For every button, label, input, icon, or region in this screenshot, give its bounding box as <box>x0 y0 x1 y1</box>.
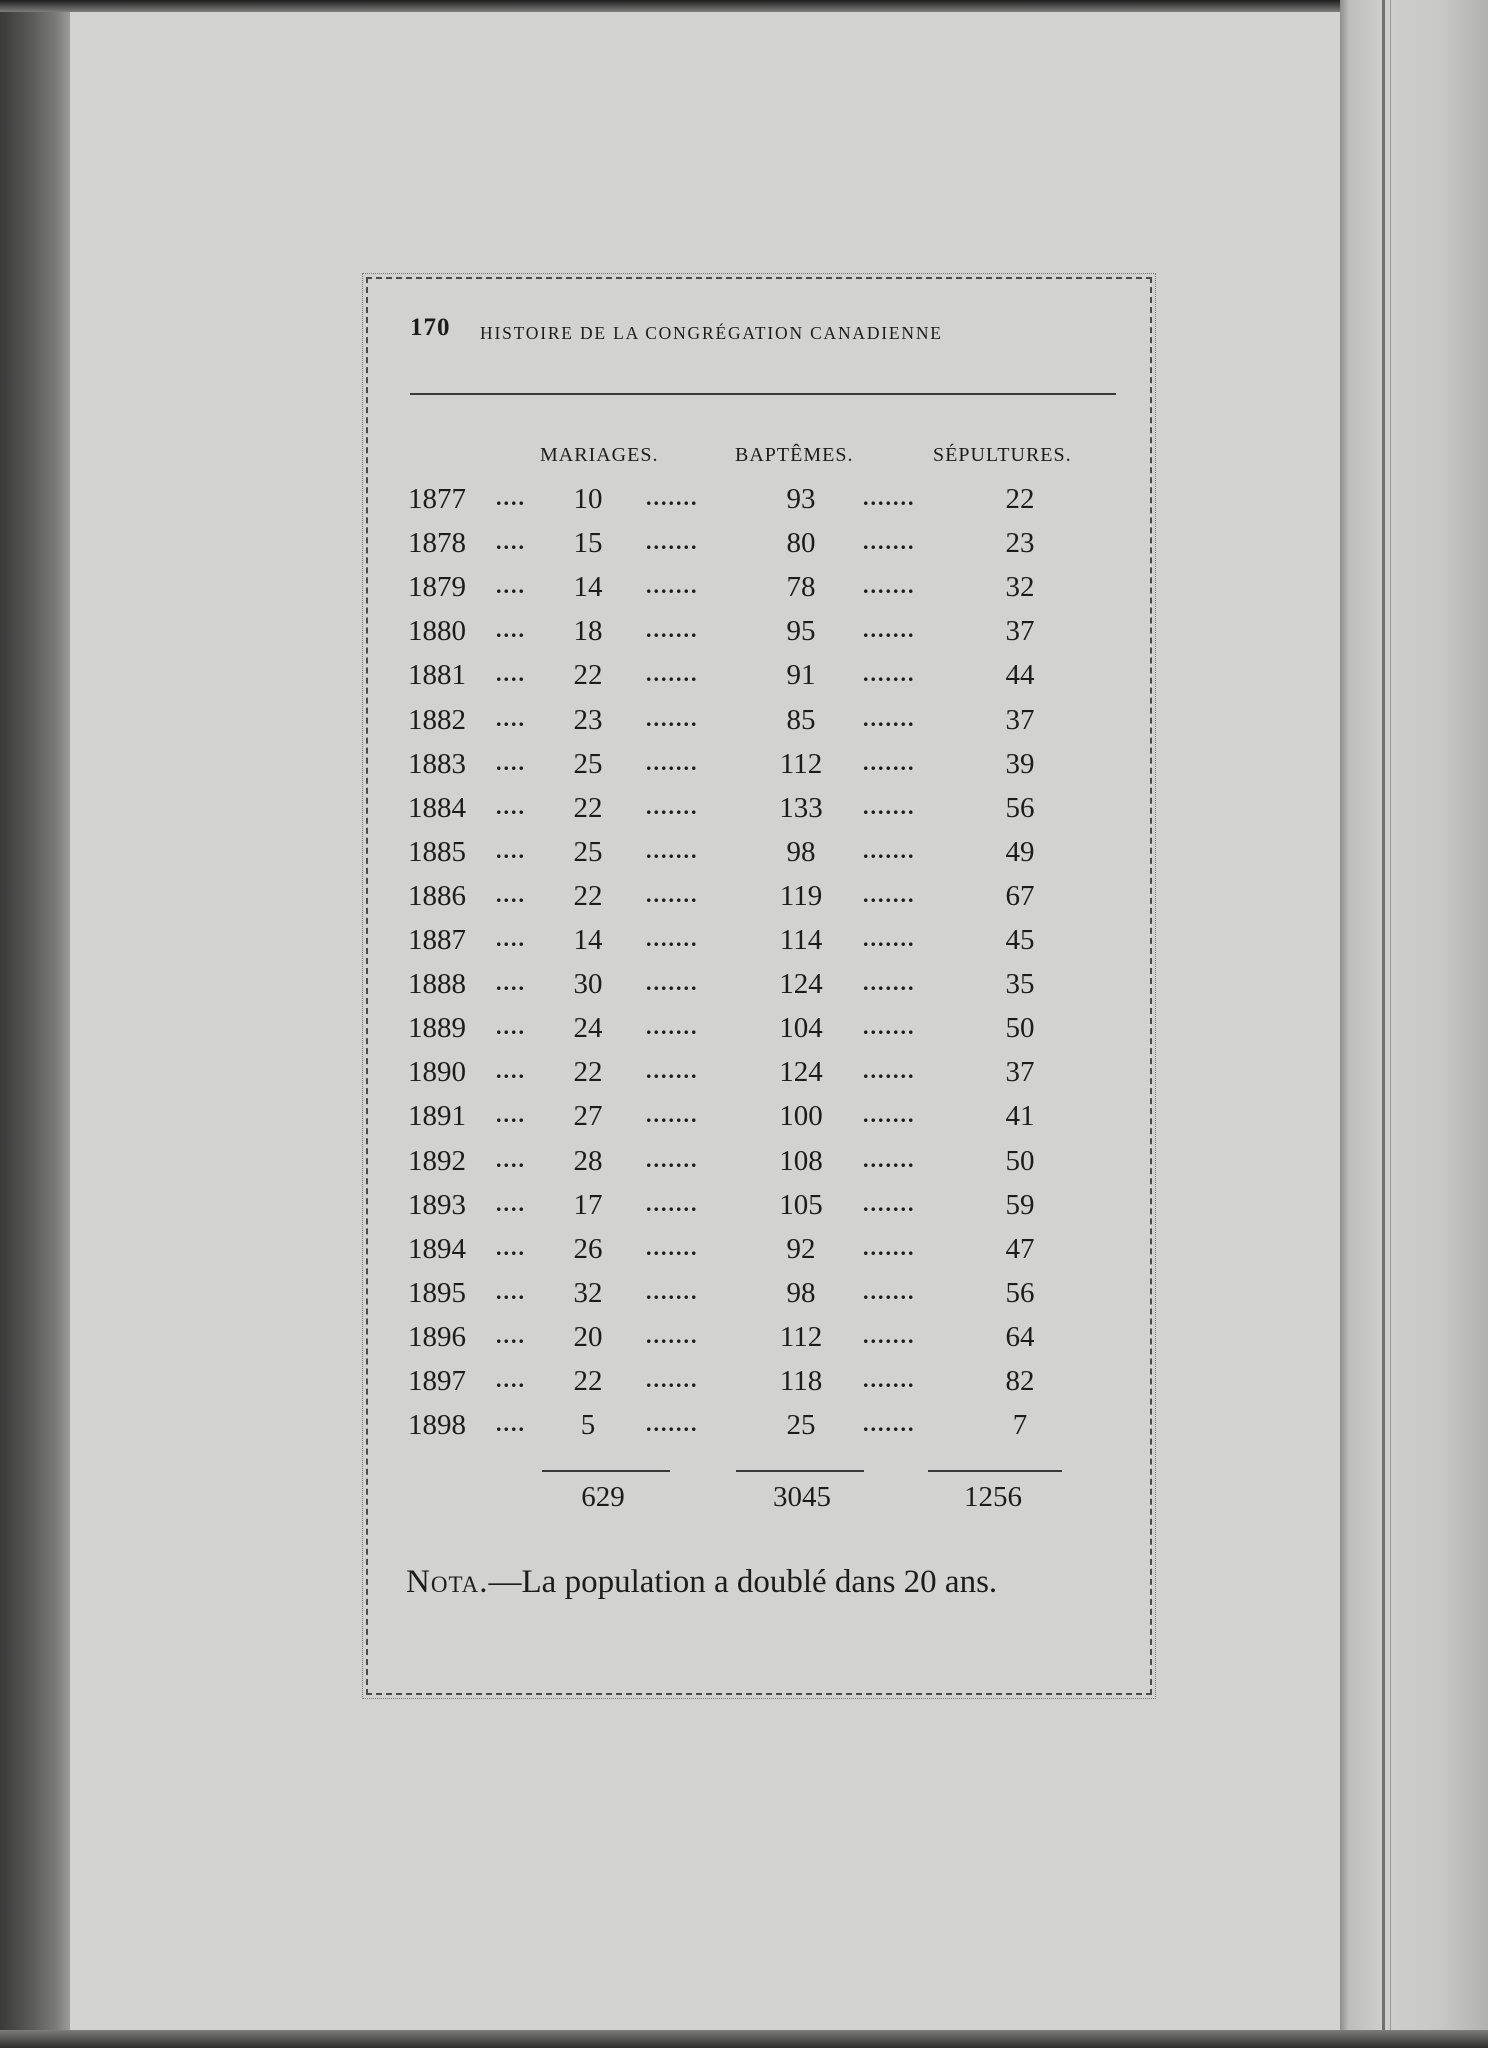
table-row <box>408 1365 1048 1405</box>
year-cell: 1879 <box>408 571 466 604</box>
baptemes-cell: 92 <box>786 1232 816 1265</box>
dot-leader: ....... <box>646 837 699 863</box>
sepultures-cell: 37 <box>1005 1056 1035 1089</box>
mariages-cell: 5 <box>580 1409 596 1442</box>
year-cell: 1893 <box>408 1188 466 1221</box>
dot-leader: ....... <box>863 617 916 643</box>
mariages-cell: 22 <box>573 791 603 824</box>
dot-leader: ....... <box>863 1058 916 1084</box>
dot-leader: .... <box>496 661 526 687</box>
baptemes-cell: 112 <box>779 747 823 780</box>
dot-leader: ....... <box>863 881 916 907</box>
table-row <box>408 615 1048 655</box>
dot-leader: ....... <box>863 970 916 996</box>
dot-leader: .... <box>496 1146 526 1172</box>
baptemes-cell: 98 <box>786 835 816 868</box>
table-row <box>408 880 1048 920</box>
table-row <box>408 1277 1048 1317</box>
dot-leader: .... <box>496 793 526 819</box>
dot-leader: .... <box>496 1058 526 1084</box>
running-title: HISTOIRE DE LA CONGRÉGATION CANADIENNE <box>480 323 943 343</box>
baptemes-cell: 85 <box>786 703 816 736</box>
table-row <box>408 836 1048 876</box>
dot-leader: ....... <box>863 1146 916 1172</box>
total-rule-sepultures <box>928 1470 1062 1472</box>
column-header-mariages: MARIAGES. <box>540 444 659 466</box>
table-row <box>408 527 1048 567</box>
year-cell: 1881 <box>408 659 466 692</box>
facing-page-edge <box>1340 0 1488 2048</box>
scan-bottom-edge <box>0 2030 1488 2048</box>
mariages-cell: 32 <box>573 1276 603 1309</box>
dot-leader: ....... <box>646 573 699 599</box>
mariages-cell: 14 <box>573 924 603 956</box>
year-cell: 1890 <box>408 1056 466 1089</box>
dot-leader: .... <box>496 749 526 775</box>
mariages-cell: 15 <box>573 527 603 560</box>
sepultures-cell: 59 <box>1005 1188 1035 1221</box>
year-cell: 1884 <box>408 791 466 824</box>
page-number: 170 <box>410 314 451 341</box>
baptemes-cell: 112 <box>779 1320 823 1353</box>
dot-leader: .... <box>496 881 526 907</box>
table-row <box>408 968 1048 1008</box>
dot-leader: ....... <box>863 529 916 555</box>
year-cell: 1886 <box>408 879 466 912</box>
dot-leader: .... <box>496 573 526 599</box>
year-cell: 1880 <box>408 615 466 648</box>
dot-leader: ....... <box>863 1234 916 1260</box>
scan-top-edge <box>0 0 1488 12</box>
dot-leader: .... <box>496 485 526 510</box>
table-row <box>408 659 1048 699</box>
sepultures-cell: 50 <box>1005 1012 1035 1045</box>
dot-leader: ....... <box>646 1278 699 1304</box>
dot-leader: ....... <box>646 1234 699 1260</box>
year-cell: 1878 <box>408 527 466 560</box>
table-row <box>408 1100 1048 1140</box>
dot-leader: ....... <box>863 1411 916 1437</box>
sepultures-cell: 37 <box>1005 703 1035 736</box>
total-baptemes: 3045 <box>773 1481 831 1513</box>
year-cell: 1887 <box>408 924 466 956</box>
baptemes-cell: 91 <box>786 659 816 692</box>
sepultures-cell: 22 <box>1005 483 1035 515</box>
baptemes-cell: 98 <box>786 1276 816 1309</box>
note-text: —La population a doublé dans 20 ans. <box>488 1564 998 1600</box>
table-row <box>408 704 1048 744</box>
sepultures-cell: 37 <box>1005 615 1035 648</box>
total-sepultures: 1256 <box>964 1481 1022 1513</box>
baptemes-cell: 124 <box>779 1056 823 1089</box>
table-row <box>408 1189 1048 1229</box>
table-row <box>408 792 1048 832</box>
baptemes-cell: 114 <box>779 924 823 956</box>
mariages-cell: 20 <box>573 1320 603 1353</box>
dot-leader: ....... <box>646 1367 699 1392</box>
mariages-cell: 22 <box>573 879 603 912</box>
dot-leader: ....... <box>646 881 699 907</box>
sepultures-cell: 50 <box>1005 1144 1035 1177</box>
table-row <box>408 748 1048 788</box>
sepultures-cell: 67 <box>1005 879 1035 912</box>
dot-leader: ....... <box>646 970 699 996</box>
dot-leader: ....... <box>646 1102 699 1128</box>
sepultures-cell: 45 <box>1005 924 1035 956</box>
sepultures-cell: 49 <box>1005 835 1035 868</box>
baptemes-cell: 104 <box>779 1012 823 1045</box>
dot-leader: ....... <box>863 1014 916 1040</box>
dot-leader: ....... <box>646 1146 699 1172</box>
header-rule <box>410 393 1116 395</box>
dot-leader: ....... <box>646 926 699 951</box>
dot-leader: .... <box>496 1102 526 1128</box>
dot-leader: .... <box>496 529 526 555</box>
page-header <box>410 314 1120 354</box>
baptemes-cell: 80 <box>786 527 816 560</box>
total-rule-baptemes <box>736 1470 864 1472</box>
dot-leader: .... <box>496 1411 526 1437</box>
baptemes-cell: 78 <box>786 571 816 604</box>
year-cell: 1892 <box>408 1144 466 1177</box>
dot-leader: ....... <box>646 1014 699 1040</box>
table-row <box>408 1409 1048 1449</box>
dot-leader: ....... <box>863 837 916 863</box>
dot-leader: ....... <box>863 1102 916 1128</box>
year-cell: 1889 <box>408 1012 466 1045</box>
year-cell: 1894 <box>408 1232 466 1265</box>
table-row <box>408 1145 1048 1185</box>
year-cell: 1883 <box>408 747 466 780</box>
dot-leader: ....... <box>646 1411 699 1437</box>
dot-leader: ....... <box>863 485 916 510</box>
year-cell: 1897 <box>408 1365 466 1397</box>
dot-leader: ....... <box>646 485 699 510</box>
year-cell: 1896 <box>408 1320 466 1353</box>
dot-leader: ....... <box>863 661 916 687</box>
dot-leader: .... <box>496 705 526 731</box>
table-row <box>408 483 1048 523</box>
baptemes-cell: 133 <box>779 791 823 824</box>
sepultures-cell: 41 <box>1005 1100 1035 1133</box>
dot-leader: ....... <box>863 1367 916 1392</box>
year-cell: 1898 <box>408 1409 466 1442</box>
year-cell: 1877 <box>408 483 466 515</box>
year-cell: 1888 <box>408 968 466 1001</box>
mariages-cell: 28 <box>573 1144 603 1177</box>
mariages-cell: 26 <box>573 1232 603 1265</box>
baptemes-cell: 108 <box>779 1144 823 1177</box>
dot-leader: .... <box>496 837 526 863</box>
dot-leader: .... <box>496 1014 526 1040</box>
dot-leader: ....... <box>863 749 916 775</box>
mariages-cell: 10 <box>573 483 603 515</box>
dot-leader: ....... <box>863 1322 916 1348</box>
mariages-cell: 22 <box>573 1056 603 1089</box>
sepultures-cell: 47 <box>1005 1232 1035 1265</box>
table-row <box>408 1056 1048 1096</box>
baptemes-cell: 100 <box>779 1100 823 1133</box>
dot-leader: ....... <box>863 1278 916 1304</box>
baptemes-cell: 119 <box>779 879 823 912</box>
mariages-cell: 30 <box>573 968 603 1001</box>
dot-leader: ....... <box>646 1190 699 1216</box>
dot-leader: ....... <box>863 705 916 731</box>
sepultures-cell: 23 <box>1005 527 1035 560</box>
dot-leader: ....... <box>863 573 916 599</box>
dot-leader: .... <box>496 970 526 996</box>
note-lead: Nota. <box>406 1564 489 1600</box>
mariages-cell: 23 <box>573 703 603 736</box>
total-mariages: 629 <box>581 1481 625 1513</box>
table-row <box>408 924 1048 964</box>
mariages-cell: 25 <box>573 747 603 780</box>
dot-leader: ....... <box>863 926 916 951</box>
dot-leader: .... <box>496 617 526 643</box>
dot-leader: ....... <box>863 793 916 819</box>
baptemes-cell: 118 <box>779 1365 823 1397</box>
year-cell: 1885 <box>408 835 466 868</box>
dot-leader: ....... <box>646 1322 699 1348</box>
table-row <box>408 1012 1048 1052</box>
baptemes-cell: 105 <box>779 1188 823 1221</box>
note-paragraph <box>406 1556 1118 1608</box>
dot-leader: ....... <box>646 793 699 819</box>
mariages-cell: 27 <box>573 1100 603 1133</box>
book-spine-edge <box>0 0 70 2048</box>
year-cell: 1895 <box>408 1276 466 1309</box>
mariages-cell: 24 <box>573 1012 603 1045</box>
dot-leader: .... <box>496 1322 526 1348</box>
sepultures-cell: 56 <box>1005 1276 1035 1309</box>
mariages-cell: 18 <box>573 615 603 648</box>
year-cell: 1891 <box>408 1100 466 1133</box>
sepultures-cell: 56 <box>1005 791 1035 824</box>
sepultures-cell: 32 <box>1005 571 1035 604</box>
dot-leader: ....... <box>646 1058 699 1084</box>
year-cell: 1882 <box>408 703 466 736</box>
dot-leader: ....... <box>646 661 699 687</box>
total-rule-mariages <box>542 1470 670 1472</box>
baptemes-cell: 95 <box>786 615 816 648</box>
dot-leader: ....... <box>646 705 699 731</box>
sepultures-cell: 39 <box>1005 747 1035 780</box>
table-row <box>408 1233 1048 1273</box>
baptemes-cell: 124 <box>779 968 823 1001</box>
dot-leader: .... <box>496 1278 526 1304</box>
mariages-cell: 22 <box>573 659 603 692</box>
dot-leader: .... <box>496 1234 526 1260</box>
column-header-sepultures: SÉPULTURES. <box>933 444 1072 466</box>
baptemes-cell: 93 <box>786 483 816 515</box>
dot-leader: .... <box>496 1367 526 1392</box>
sepultures-cell: 35 <box>1005 968 1035 1001</box>
sepultures-cell: 82 <box>1005 1365 1035 1397</box>
dot-leader: ....... <box>863 1190 916 1216</box>
sepultures-cell: 7 <box>1012 1409 1028 1442</box>
dot-leader: .... <box>496 926 526 951</box>
dot-leader: ....... <box>646 617 699 643</box>
dot-leader: ....... <box>646 749 699 775</box>
mariages-cell: 22 <box>573 1365 603 1397</box>
sepultures-cell: 64 <box>1005 1320 1035 1353</box>
mariages-cell: 25 <box>573 835 603 868</box>
dot-leader: .... <box>496 1190 526 1216</box>
baptemes-cell: 25 <box>786 1409 816 1442</box>
table-row <box>408 1321 1048 1361</box>
dot-leader: ....... <box>646 529 699 555</box>
column-header-baptemes: BAPTÊMES. <box>735 444 854 466</box>
mariages-cell: 14 <box>573 571 603 604</box>
mariages-cell: 17 <box>573 1188 603 1221</box>
table-row <box>408 571 1048 611</box>
sepultures-cell: 44 <box>1005 659 1035 692</box>
